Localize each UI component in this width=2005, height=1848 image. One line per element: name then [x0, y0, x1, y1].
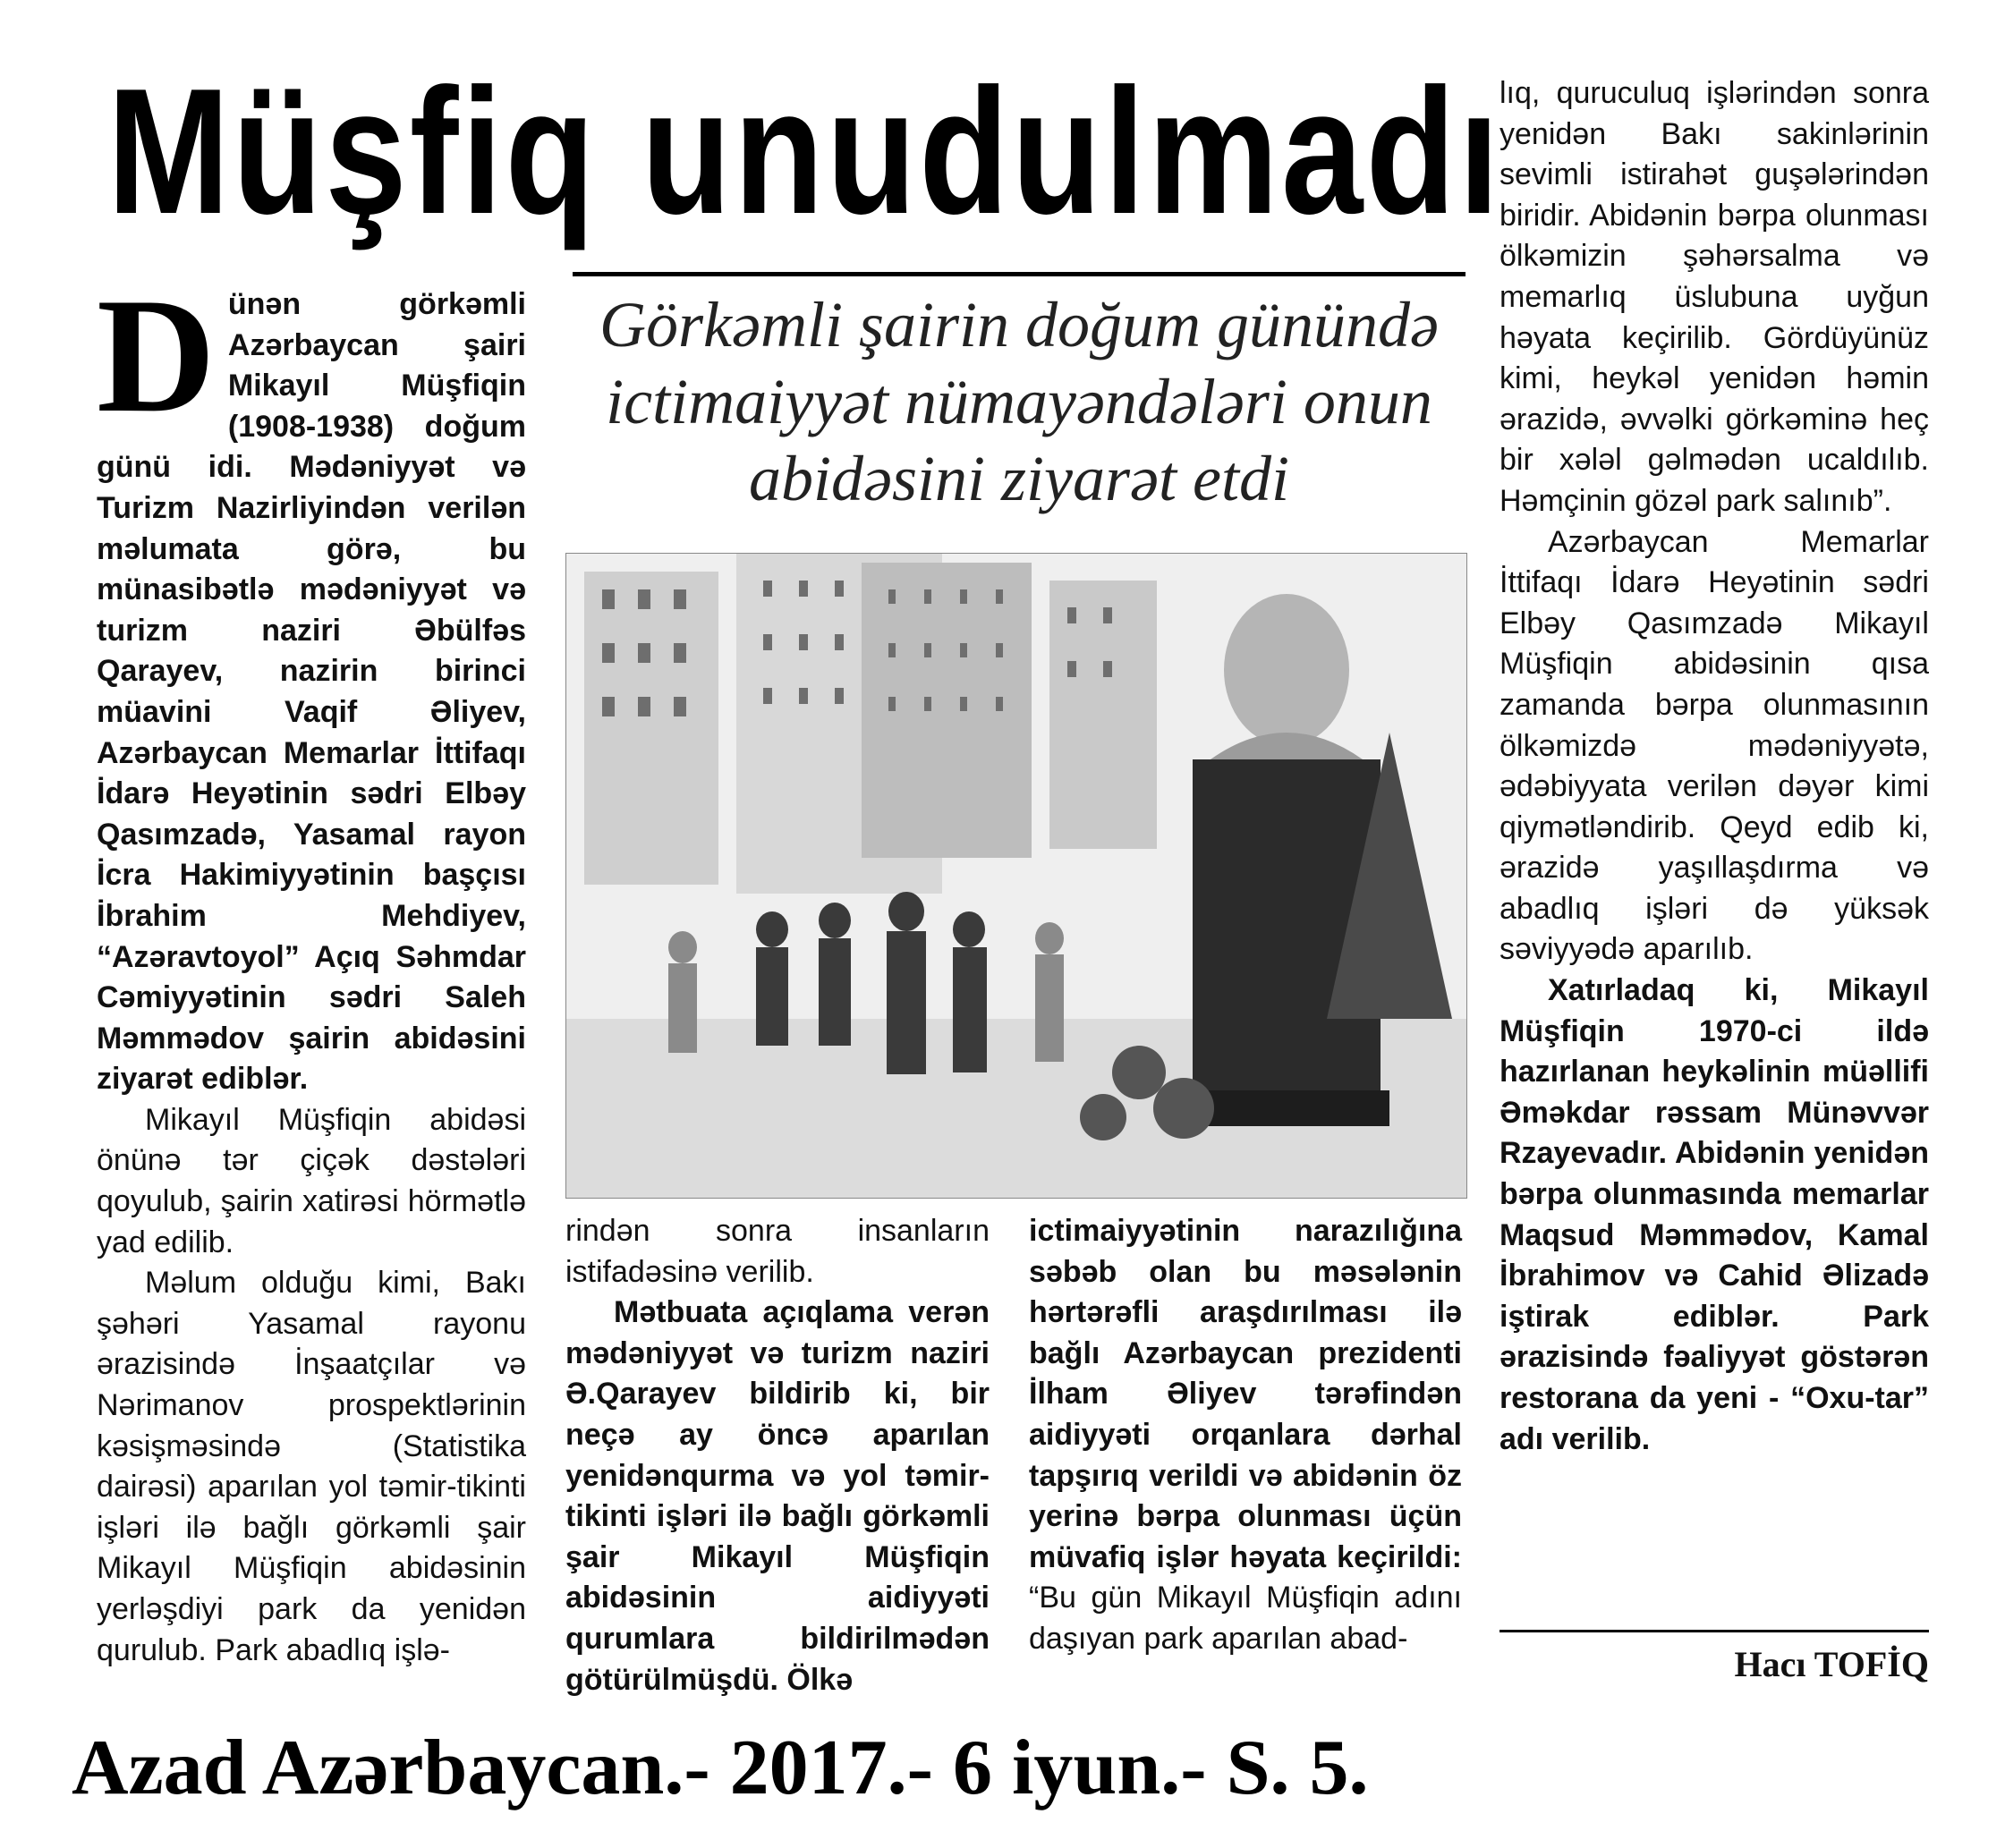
article-column-1: [97, 264, 526, 1671]
article-column-4: [1500, 73, 1929, 1460]
author-byline: Hacı TOFİQ: [1734, 1644, 1929, 1684]
paragraph-public-concern-bold: ictimaiyyətinin narazılığına səbəb olan bu məsələnin hərtərəfli araşdırılması ilə bağlı Azərbaycan prezidenti İlham Əliyev tərəfindən aidiyyəti orqanlara dərhal tapşırıq verildi və abidənin öz yerinə bərpa olunması üçün müvafiq işlər həyata keçirildi:: [1029, 1214, 1462, 1574]
subheadline-rule: [573, 272, 1466, 276]
paragraph-park-quote-end: lıq, quruculuq işlərindən sonra yenidən Bakı sakinlərinin sevimli istirahət guşələrindən biridir. Abidənin bərpa olunması ölkəmizin şəhərsalma və memarlıq üslubuna uyğun həyata keçirilib. Gördüyünüz kimi, heykəl yenidən həmin ərazidə, əvvəlki görkəminə heç bir xələl gəlmədən ucaldılıb. Həmçinin gözəl park salınıb”.: [1500, 76, 1929, 518]
paragraph-park-opened: rindən sonra insanların istifadəsinə verilib.: [565, 1214, 990, 1289]
monument-photo: [565, 553, 1467, 1199]
paragraph-sculptor-info: Xatırladaq ki, Mikayıl Müşfiqin 1970-ci ildə hazırlanan heykəlinin müəllifi Əməkdar rəssam Münəvvər Rzayevadır. Abidənin yenidən bərpa olunmasında memarlar Maqsud Məmmədov, Kamal İbrahimov və Cahid Əlizadə iştirak ediblər. Park ərazisində fəaliyyət göstərən restorana da yeni - “Oxu-tar” adı verilib.: [1500, 973, 1929, 1456]
dropcap-letter: D: [97, 264, 216, 446]
lead-paragraph-text: ünən görkəmli Azərbaycan şairi Mikayıl Müşfiqin (1908-1938) doğum günü idi. Mədəniyyət və Turizm Nazirliyindən verilən məlumata görə, bu münasibətlə mədəniyyət və turizm naziri Əbülfəs Qarayev, nazirin birinci müavini Vaqif Əliyev, Azərbaycan Memarlar İttifaqı İdarə Heyətinin sədri Elbəy Qasımzadə, Yasamal rayon İcra Hakimiyyətinin başçısı İbrahim Mehdiyev, “Azəravtoyol” Açıq Səhmdar Cəmiyyətinin sədri Saleh Məmmədov şairin abidəsini ziyarət ediblər.: [97, 287, 526, 1097]
monument-photo-illustration: [566, 554, 1466, 1198]
paragraph-park-reconstruction: Məlum olduğu kimi, Bakı şəhəri Yasamal rayonu ərazisində İnşaatçılar və Nərimanov prospektlərinin kəsişməsində (Statistika dairəsi) aparılan yol təmir-tikinti işləri ilə bağlı görkəmli şair Mikayıl Müşfiqin abidəsinin yerləşdiyi park da yenidən qurulub. Park abadlıq işlə-: [97, 1266, 526, 1667]
byline-rule: [1500, 1630, 1929, 1632]
article-column-3: [1029, 1211, 1462, 1660]
paragraph-flowers: Mikayıl Müşfiqin abidəsi önünə tər çiçək dəstələri qoyulub, şairin xatirəsi hörmətlə yad edilib.: [97, 1102, 526, 1259]
lead-paragraph: [97, 264, 526, 1100]
subheadline: Görkəmli şairin doğum günündə ictimaiyyət nümayəndələri onun abidəsini ziyarət etdi: [599, 289, 1439, 514]
article-column-2: [565, 1211, 990, 1700]
paragraph-public-concern-quote: “Bu gün Mikayıl Müşfiqin adını daşıyan park aparılan abad-: [1029, 1581, 1462, 1656]
paragraph-architects-union: Azərbaycan Memarlar İttifaqı İdarə Heyətinin sədri Elbəy Qasımzadə Mikayıl Müşfiqin abidəsinin qısa zamanda bərpa olunmasının ölkəmizdə mədəniyyətə, ədəbiyyata verilən dəyər kimi qiymətləndirib. Qeyd edib ki, ərazidə yaşıllaşdırma və abadlıq işləri də yüksək səviyyədə aparılıb.: [1500, 524, 1929, 967]
headline: Müşfiq unudulmadı: [107, 52, 1502, 251]
paragraph-minister-statement: Mətbuata açıqlama verən mədəniyyət və turizm naziri Ə.Qarayev bildirib ki, bir neçə ay öncə aparılan yenidənqurma və yol təmir-tikinti işləri ilə bağlı görkəmli şair Mikayıl Müşfiqin abidəsinin aidiyyəti qurumlara bildirilmədən götürülmüşdü. Ölkə: [565, 1295, 990, 1697]
source-citation: Azad Azərbaycan.- 2017.- 6 iyun.- S. 5.: [72, 1725, 1369, 1811]
paragraph-public-concern: [1029, 1211, 1462, 1660]
